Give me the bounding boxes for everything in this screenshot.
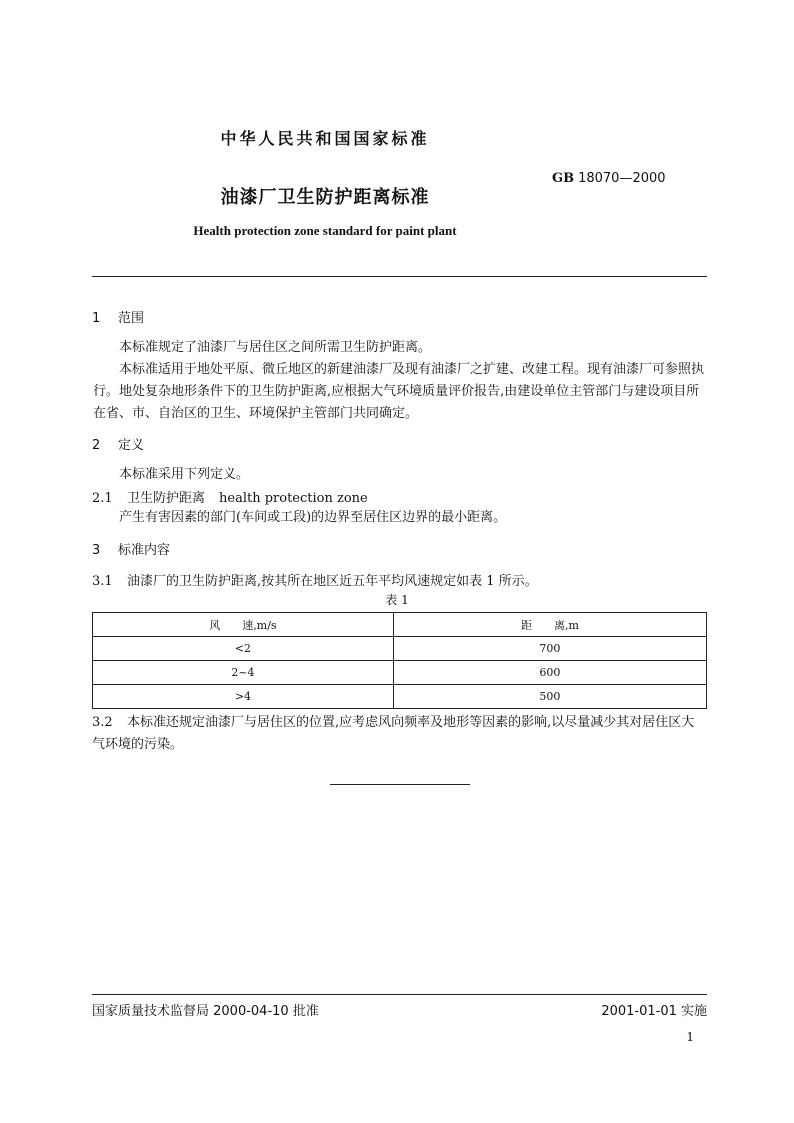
standard-prefix: GB bbox=[552, 171, 575, 186]
clause-3-2-number: 3.2 bbox=[92, 715, 113, 730]
clause-3-2 bbox=[92, 712, 707, 756]
section-2-title: 定义 bbox=[118, 438, 145, 453]
table-1 bbox=[92, 612, 707, 709]
section-2-number: 2 bbox=[92, 438, 101, 453]
table-cell-distance: 500 bbox=[393, 685, 706, 709]
section-2-heading bbox=[92, 434, 144, 453]
clause-2-1-number: 2.1 bbox=[92, 491, 113, 506]
section-1-heading bbox=[92, 307, 144, 326]
end-mark-line bbox=[330, 784, 470, 785]
footer-divider bbox=[92, 994, 707, 995]
table-cell-distance: 700 bbox=[393, 637, 706, 661]
section-1-number: 1 bbox=[92, 311, 101, 326]
table-header-distance: 距 离,m bbox=[393, 613, 706, 637]
section-2-paragraph-1: 本标准采用下列定义。 bbox=[119, 467, 250, 482]
table-row bbox=[93, 661, 707, 685]
section-1-title: 范围 bbox=[118, 311, 145, 326]
section-3-title: 标准内容 bbox=[118, 543, 171, 558]
table-cell-distance: 600 bbox=[393, 661, 706, 685]
section-1-paragraph-2: 本标准适用于地处平原、微丘地区的新建油漆厂及现有油漆厂之扩建、改建工程。现有油漆厂可参照执行。地处复杂地形条件下的卫生防护距离,应根据大气环境质量评价报告,由建设单位主管部门与建设项目所在省、市、自治区的卫生、环境保护主管部门共同确定。 bbox=[93, 362, 705, 421]
clause-2-1-term-en: health protection zone bbox=[219, 491, 368, 506]
table-cell-wind-speed: <2 bbox=[93, 637, 394, 661]
clause-2-1 bbox=[92, 487, 368, 506]
page-number: 1 bbox=[686, 1030, 694, 1044]
table-cell-wind-speed: >4 bbox=[93, 685, 394, 709]
approval-info: 国家质量技术监督局 2000-04-10 批准 bbox=[92, 1004, 319, 1019]
section-3-heading bbox=[92, 539, 170, 558]
table-cell-wind-speed: 2~4 bbox=[93, 661, 394, 685]
table-header-wind-speed: 风 速,m/s bbox=[93, 613, 394, 637]
table-row bbox=[93, 637, 707, 661]
clause-2-1-definition: 产生有害因素的部门(车间或工段)的边界至居住区边界的最小距离。 bbox=[119, 510, 507, 525]
clause-3-1-text: 油漆厂的卫生防护距离,按其所在地区近五年平均风速规定如表 1 所示。 bbox=[127, 574, 538, 589]
clause-3-1 bbox=[92, 570, 538, 589]
implementation-date: 2001-01-01 实施 bbox=[601, 1004, 707, 1019]
section-3-number: 3 bbox=[92, 543, 101, 558]
document-title: 油漆厂卫生防护距离标准 bbox=[220, 187, 430, 208]
table-header-row bbox=[93, 613, 707, 637]
table-row bbox=[93, 685, 707, 709]
standard-code: 18070—2000 bbox=[578, 171, 666, 186]
table-1-caption: 表 1 bbox=[385, 593, 409, 607]
clause-3-2-text: 本标准还规定油漆厂与居住区的位置,应考虑风向频率及地形等因素的影响,以尽量减少其对居住区大气环境的污染。 bbox=[92, 715, 695, 752]
header-divider bbox=[92, 276, 707, 277]
national-standard-heading: 中华人民共和国国家标准 bbox=[220, 129, 430, 148]
english-title: Health protection zone standard for paint plant bbox=[193, 223, 457, 238]
section-1-paragraph-1: 本标准规定了油漆厂与居住区之间所需卫生防护距离。 bbox=[119, 340, 432, 355]
clause-3-1-number: 3.1 bbox=[92, 574, 113, 589]
clause-2-1-term: 卫生防护距离 bbox=[127, 491, 206, 506]
